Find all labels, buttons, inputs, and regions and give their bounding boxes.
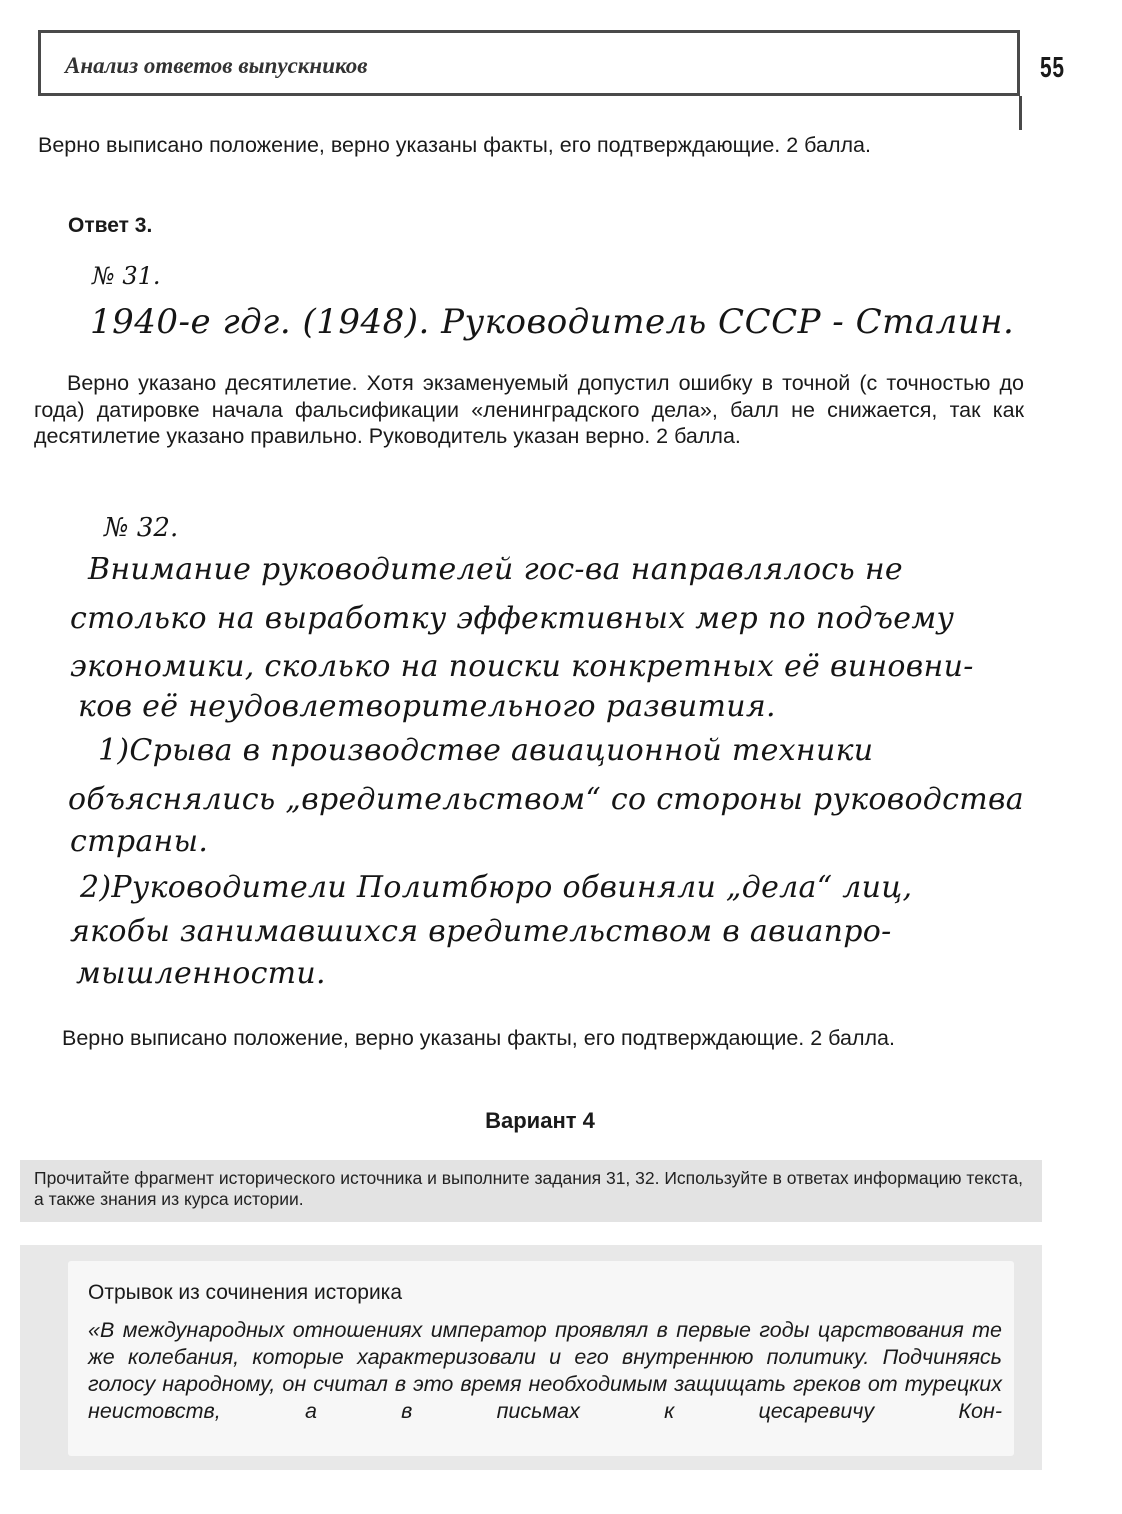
variant-heading: Вариант 4	[485, 1108, 595, 1133]
source-title: Отрывок из сочинения историка	[88, 1281, 403, 1304]
task-instructions	[20, 1160, 1042, 1222]
task32-line: 1)Срыва в производстве авиационной техники	[98, 733, 874, 768]
comment32: Верно выписано положение, верно указаны факты, его подтверждающие. 2 балла.	[62, 1026, 895, 1050]
task32-line: объяснялись „вредительством“ со стороны руководства	[68, 782, 1024, 817]
task32-line: Внимание руководителей гос-ва направлялось не	[88, 552, 903, 587]
answer3-heading: Ответ 3.	[68, 214, 153, 237]
task32-number: № 32.	[104, 513, 179, 543]
task32-line: 2)Руководители Политбюро обвиняли „дела“ лиц,	[80, 870, 913, 905]
task32-line: столько на выработку эффективных мер по подъему	[70, 601, 955, 636]
running-header	[38, 30, 1020, 96]
task32-line: экономики, сколько на поиски конкретных её виновни-	[70, 649, 974, 684]
task31-number: № 31.	[92, 262, 161, 290]
header-divider	[1019, 96, 1022, 130]
source-box	[68, 1261, 1014, 1456]
source-quote: «В международных отношениях император проявлял в первые годы царствования те же колебания, которые характеризовали и его внутреннюю политику. Подчиняясь голосу народному, он считал в это время необходимым защищать греков от турецких неистовств, а в письмах к цесаревичу Кон-	[88, 1318, 1002, 1423]
source-panel	[20, 1245, 1042, 1470]
task32-line: ков её неудовлетворительного развития.	[78, 689, 776, 724]
task32-line: якобы занимавшихся вредительством в авиапро-	[70, 914, 892, 949]
comment31: Верно указано десятилетие. Хотя экзаменуемый допустил ошибку в точной (с точностью до года) датировке начала фальсификации «ленинградского дела», балл не снижается, так как десятилетие указано правильно. Руководитель указан верно. 2 балла.	[34, 371, 1024, 448]
page-number: 55	[1040, 52, 1065, 84]
task-text: Прочитайте фрагмент исторического источника и выполните задания 31, 32. Используйте в ответах информацию текста, а также знания из курса истории.	[34, 1168, 1023, 1209]
task32-line: мышленности.	[76, 956, 326, 991]
top-comment: Верно выписано положение, верно указаны факты, его подтверждающие. 2 балла.	[38, 133, 871, 157]
header-title: Анализ ответов выпускников	[65, 53, 368, 78]
task32-line: страны.	[70, 824, 209, 859]
task31-answer: 1940-е гдг. (1948). Руководитель СССР - Сталин.	[90, 302, 1015, 342]
